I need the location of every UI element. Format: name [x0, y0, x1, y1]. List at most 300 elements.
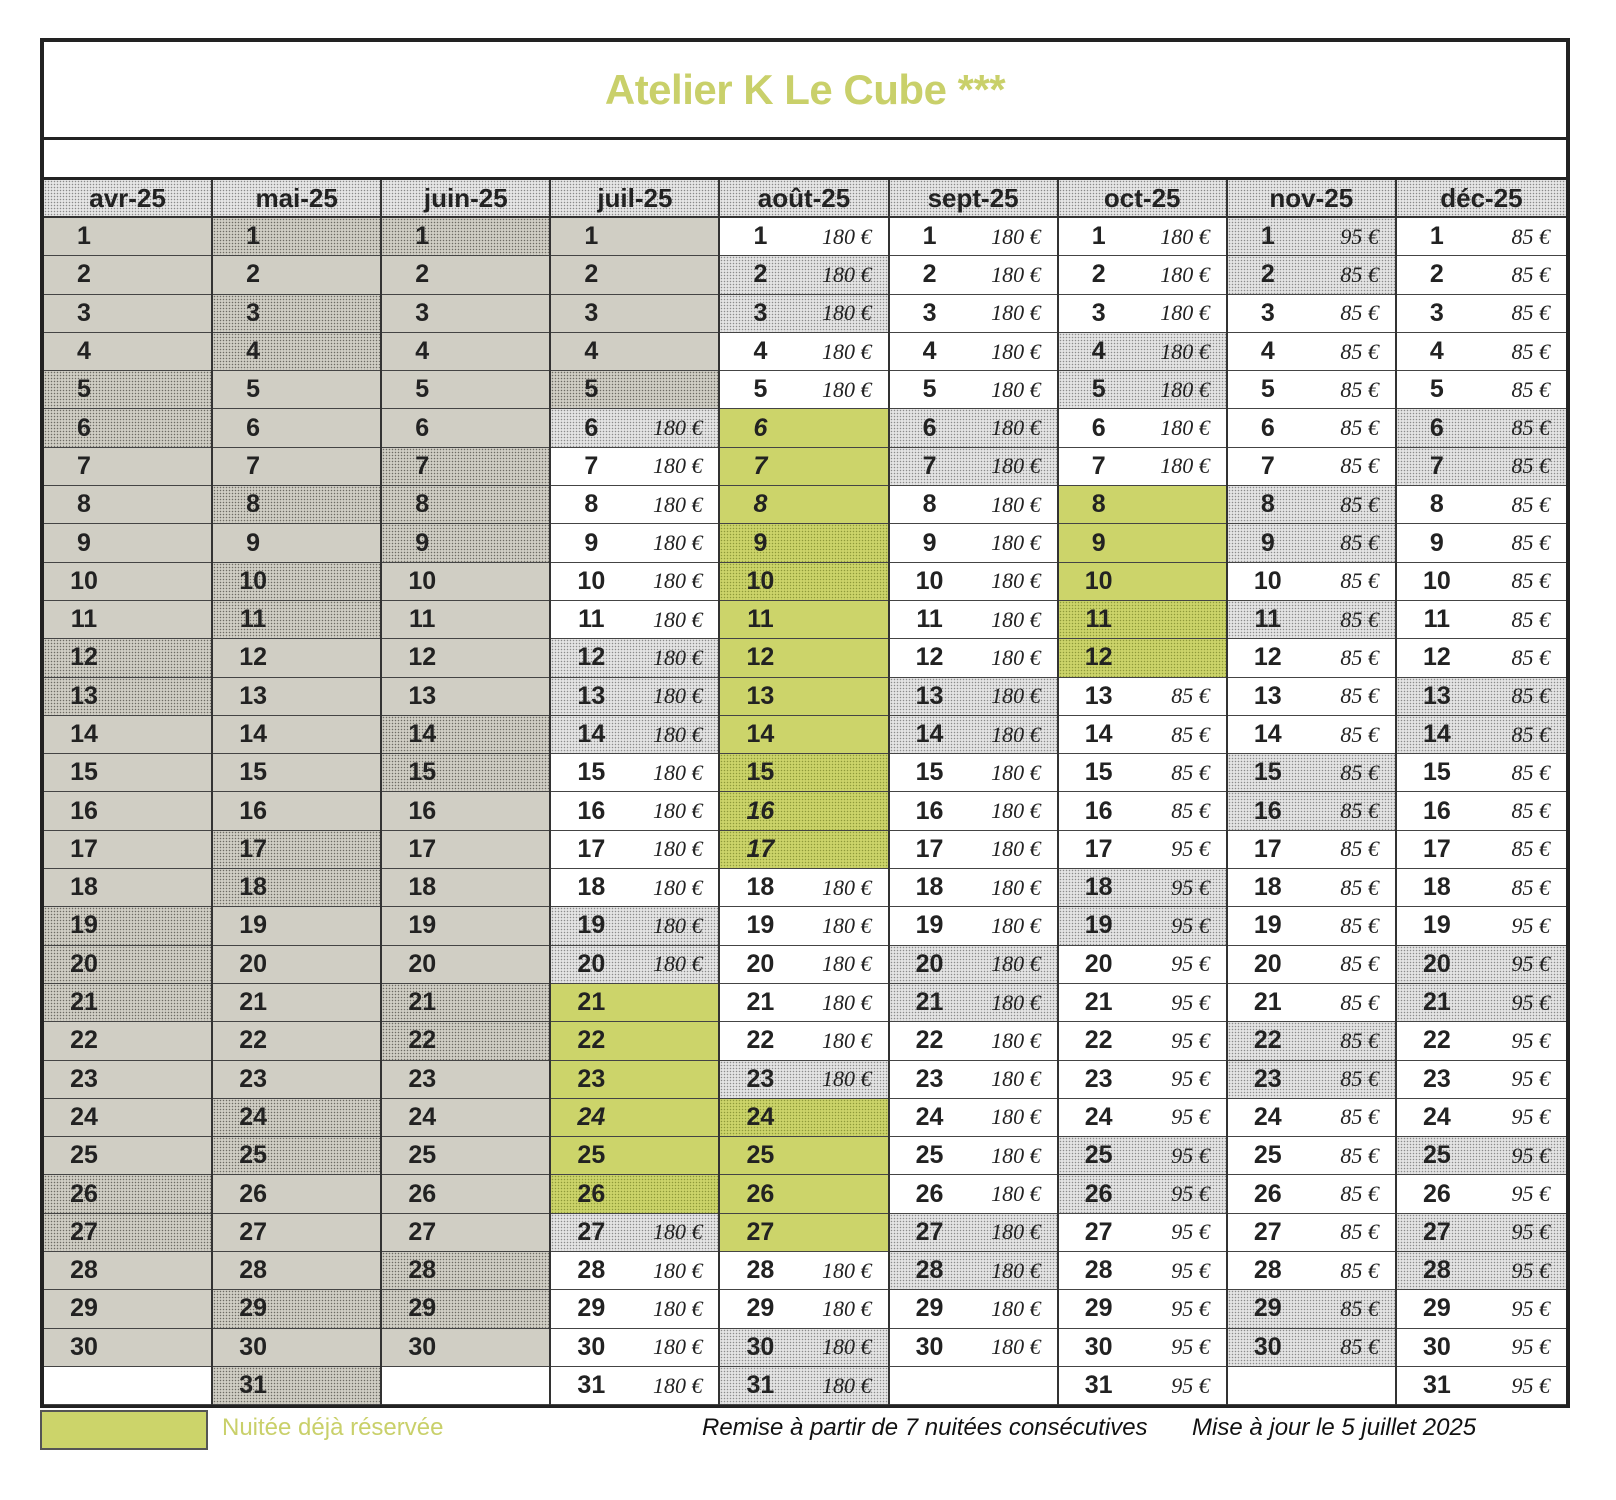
day-cell[interactable] — [551, 869, 718, 907]
day-cell[interactable] — [213, 524, 380, 562]
day-cell[interactable] — [551, 754, 718, 792]
day-cell[interactable] — [1397, 754, 1566, 792]
day-cell[interactable] — [1228, 754, 1395, 792]
day-cell[interactable] — [720, 1367, 887, 1405]
day-cell[interactable] — [551, 716, 718, 754]
day-cell[interactable] — [213, 601, 380, 639]
day-cell[interactable] — [1059, 1061, 1226, 1099]
day-cell[interactable] — [720, 716, 887, 754]
day-cell[interactable] — [1228, 869, 1395, 907]
day-cell[interactable] — [44, 831, 211, 869]
day-cell[interactable] — [382, 984, 549, 1022]
day-cell[interactable] — [44, 448, 211, 486]
day-cell[interactable] — [1397, 716, 1566, 754]
day-cell[interactable] — [382, 1290, 549, 1328]
day-cell[interactable] — [890, 1022, 1057, 1060]
day-cell[interactable] — [1228, 1252, 1395, 1290]
day-cell[interactable] — [44, 792, 211, 830]
day-cell[interactable] — [1228, 1214, 1395, 1252]
day-cell[interactable] — [551, 486, 718, 524]
day-cell[interactable] — [551, 1252, 718, 1290]
day-cell[interactable] — [382, 486, 549, 524]
day-cell[interactable] — [890, 1290, 1057, 1328]
day-cell[interactable] — [1059, 831, 1226, 869]
day-cell[interactable] — [720, 486, 887, 524]
day-cell[interactable] — [1059, 218, 1226, 256]
day-cell[interactable] — [1397, 218, 1566, 256]
day-cell[interactable] — [44, 1022, 211, 1060]
day-cell[interactable] — [1059, 601, 1226, 639]
day-number: 2 — [584, 260, 599, 289]
day-cell[interactable] — [720, 792, 887, 830]
day-number: 24 — [1084, 1102, 1113, 1131]
day-cell[interactable] — [382, 716, 549, 754]
day-cell[interactable] — [1228, 256, 1395, 294]
day-cell[interactable] — [890, 409, 1057, 447]
day-cell[interactable] — [382, 754, 549, 792]
day-cell[interactable] — [720, 448, 887, 486]
day-cell[interactable] — [720, 1061, 887, 1099]
day-cell[interactable] — [1228, 792, 1395, 830]
day-cell[interactable] — [890, 486, 1057, 524]
day-price: 85 € — [1340, 1066, 1379, 1092]
day-cell[interactable] — [1228, 1061, 1395, 1099]
day-cell[interactable] — [1228, 1175, 1395, 1213]
day-cell[interactable] — [1397, 409, 1566, 447]
day-price: 180 € — [991, 1219, 1041, 1245]
day-cell[interactable] — [890, 984, 1057, 1022]
day-cell[interactable] — [1397, 256, 1566, 294]
day-cell[interactable] — [1059, 448, 1226, 486]
day-cell[interactable] — [382, 409, 549, 447]
day-cell[interactable] — [1397, 448, 1566, 486]
day-cell[interactable] — [551, 524, 718, 562]
day-cell[interactable] — [1228, 716, 1395, 754]
day-cell[interactable] — [44, 1137, 211, 1175]
day-cell[interactable] — [1059, 1214, 1226, 1252]
day-price: 85 € — [1511, 300, 1550, 326]
day-cell[interactable] — [890, 754, 1057, 792]
day-cell[interactable] — [551, 1290, 718, 1328]
day-cell[interactable] — [1228, 1022, 1395, 1060]
day-cell[interactable] — [213, 1175, 380, 1213]
day-cell[interactable] — [213, 563, 380, 601]
day-cell[interactable] — [1397, 371, 1566, 409]
day-cell[interactable] — [1228, 831, 1395, 869]
day-cell[interactable] — [1228, 984, 1395, 1022]
day-cell[interactable] — [1059, 1290, 1226, 1328]
day-cell[interactable] — [890, 333, 1057, 371]
day-cell[interactable] — [382, 907, 549, 945]
day-cell[interactable] — [44, 1175, 211, 1213]
day-cell[interactable] — [382, 524, 549, 562]
day-cell[interactable] — [720, 524, 887, 562]
day-cell[interactable] — [890, 256, 1057, 294]
day-cell[interactable] — [1228, 678, 1395, 716]
day-cell[interactable] — [890, 1329, 1057, 1367]
day-cell[interactable] — [1397, 524, 1566, 562]
day-cell[interactable] — [1397, 1175, 1566, 1213]
day-cell[interactable] — [382, 371, 549, 409]
day-cell[interactable] — [551, 907, 718, 945]
day-cell[interactable] — [1397, 486, 1566, 524]
day-cell[interactable] — [1397, 869, 1566, 907]
day-cell[interactable] — [1059, 946, 1226, 984]
day-number: 30 — [239, 1332, 268, 1361]
day-cell[interactable] — [720, 1329, 887, 1367]
day-cell[interactable] — [551, 831, 718, 869]
day-cell[interactable] — [1059, 1367, 1226, 1405]
day-cell[interactable] — [213, 984, 380, 1022]
day-cell[interactable] — [890, 639, 1057, 677]
day-cell[interactable] — [382, 563, 549, 601]
day-cell[interactable] — [1228, 409, 1395, 447]
day-cell[interactable] — [1397, 1099, 1566, 1137]
day-cell[interactable] — [382, 678, 549, 716]
day-cell[interactable] — [551, 1061, 718, 1099]
day-cell[interactable] — [890, 831, 1057, 869]
day-cell[interactable] — [382, 256, 549, 294]
day-cell[interactable] — [720, 678, 887, 716]
day-cell[interactable] — [1059, 792, 1226, 830]
day-cell[interactable] — [213, 256, 380, 294]
day-cell[interactable] — [1059, 333, 1226, 371]
day-cell[interactable] — [890, 1099, 1057, 1137]
day-cell[interactable] — [382, 448, 549, 486]
day-cell[interactable] — [890, 678, 1057, 716]
day-cell[interactable] — [1228, 218, 1395, 256]
day-cell[interactable] — [551, 256, 718, 294]
day-cell[interactable] — [213, 1367, 380, 1405]
day-cell[interactable] — [1397, 1252, 1566, 1290]
day-cell[interactable] — [551, 563, 718, 601]
day-cell[interactable] — [720, 1022, 887, 1060]
day-cell[interactable] — [44, 524, 211, 562]
day-cell[interactable] — [44, 946, 211, 984]
day-cell[interactable] — [1397, 792, 1566, 830]
day-cell[interactable] — [213, 792, 380, 830]
day-price: 85 € — [1340, 759, 1379, 785]
day-cell[interactable] — [213, 1099, 380, 1137]
day-cell[interactable] — [382, 601, 549, 639]
day-cell[interactable] — [44, 1214, 211, 1252]
day-cell[interactable] — [720, 907, 887, 945]
day-cell[interactable] — [44, 1329, 211, 1367]
day-cell[interactable] — [1059, 678, 1226, 716]
day-cell[interactable] — [213, 869, 380, 907]
day-cell[interactable] — [44, 869, 211, 907]
day-cell[interactable] — [44, 601, 211, 639]
day-cell[interactable] — [890, 1175, 1057, 1213]
day-cell[interactable] — [382, 1252, 549, 1290]
day-cell[interactable] — [1397, 1061, 1566, 1099]
day-cell[interactable] — [382, 1061, 549, 1099]
day-cell[interactable] — [213, 1137, 380, 1175]
day-cell[interactable] — [1059, 1175, 1226, 1213]
day-cell[interactable] — [890, 563, 1057, 601]
day-cell[interactable] — [1059, 639, 1226, 677]
day-cell[interactable] — [44, 716, 211, 754]
day-price: 85 € — [1340, 951, 1379, 977]
day-cell[interactable] — [1059, 1252, 1226, 1290]
day-cell[interactable] — [720, 1290, 887, 1328]
day-cell[interactable] — [213, 295, 380, 333]
day-cell[interactable] — [382, 1137, 549, 1175]
day-number: 16 — [1084, 796, 1113, 825]
day-cell[interactable] — [213, 716, 380, 754]
day-cell[interactable] — [44, 1061, 211, 1099]
day-cell[interactable] — [213, 1329, 380, 1367]
day-cell[interactable] — [44, 256, 211, 294]
day-cell[interactable] — [213, 1252, 380, 1290]
day-cell[interactable] — [551, 333, 718, 371]
day-cell[interactable] — [44, 333, 211, 371]
day-cell[interactable] — [44, 984, 211, 1022]
day-cell[interactable] — [382, 869, 549, 907]
day-cell[interactable] — [551, 1329, 718, 1367]
day-cell[interactable] — [213, 333, 380, 371]
day-cell[interactable] — [1059, 754, 1226, 792]
day-cell[interactable] — [44, 1252, 211, 1290]
day-cell[interactable] — [1228, 333, 1395, 371]
day-number: 9 — [77, 528, 91, 557]
day-number: 5 — [1429, 375, 1444, 404]
day-cell[interactable] — [1228, 486, 1395, 524]
day-cell[interactable] — [720, 1099, 887, 1137]
day-cell[interactable] — [1228, 1329, 1395, 1367]
day-price: 180 € — [822, 1372, 872, 1398]
day-cell[interactable] — [1228, 601, 1395, 639]
day-cell[interactable] — [213, 1022, 380, 1060]
day-price: 180 € — [652, 453, 703, 479]
day-cell[interactable] — [720, 831, 887, 869]
day-cell[interactable] — [1228, 371, 1395, 409]
day-cell[interactable] — [890, 1137, 1057, 1175]
day-cell[interactable] — [720, 946, 887, 984]
day-cell[interactable] — [1059, 1137, 1226, 1175]
day-cell[interactable] — [720, 1175, 887, 1213]
day-cell[interactable] — [213, 639, 380, 677]
day-number: 7 — [753, 451, 768, 480]
day-cell[interactable] — [1059, 1022, 1226, 1060]
day-cell[interactable] — [551, 1137, 718, 1175]
day-cell[interactable] — [1397, 295, 1566, 333]
day-cell[interactable] — [44, 678, 211, 716]
day-cell[interactable] — [1059, 869, 1226, 907]
day-cell[interactable] — [382, 946, 549, 984]
day-cell[interactable] — [551, 448, 718, 486]
day-cell[interactable] — [1228, 295, 1395, 333]
day-cell[interactable] — [1228, 1290, 1395, 1328]
day-cell[interactable] — [551, 218, 718, 256]
day-cell[interactable] — [1228, 1137, 1395, 1175]
day-cell[interactable] — [382, 792, 549, 830]
day-cell[interactable] — [382, 333, 549, 371]
day-cell[interactable] — [720, 256, 887, 294]
day-number: 27 — [915, 1217, 944, 1246]
day-cell[interactable] — [213, 946, 380, 984]
day-cell[interactable] — [890, 1214, 1057, 1252]
day-cell[interactable] — [382, 295, 549, 333]
day-cell[interactable] — [890, 448, 1057, 486]
day-cell[interactable] — [213, 371, 380, 409]
day-cell[interactable] — [1228, 524, 1395, 562]
day-cell[interactable] — [551, 1099, 718, 1137]
day-cell[interactable] — [1397, 907, 1566, 945]
day-cell[interactable] — [44, 754, 211, 792]
day-cell[interactable] — [382, 1329, 549, 1367]
day-cell[interactable] — [382, 831, 549, 869]
day-cell[interactable] — [551, 1367, 718, 1405]
day-cell[interactable] — [382, 639, 549, 677]
day-cell[interactable] — [1397, 946, 1566, 984]
day-cell[interactable] — [1059, 409, 1226, 447]
day-cell[interactable] — [1059, 563, 1226, 601]
day-cell[interactable] — [44, 639, 211, 677]
day-cell[interactable] — [890, 946, 1057, 984]
day-cell[interactable] — [1397, 831, 1566, 869]
day-cell[interactable] — [1059, 524, 1226, 562]
day-cell[interactable] — [213, 754, 380, 792]
day-cell[interactable] — [1059, 1099, 1226, 1137]
day-cell[interactable] — [720, 563, 887, 601]
day-cell[interactable] — [551, 295, 718, 333]
day-cell[interactable] — [1059, 984, 1226, 1022]
day-cell[interactable] — [213, 1290, 380, 1328]
day-cell[interactable] — [1397, 1214, 1566, 1252]
day-cell[interactable] — [551, 371, 718, 409]
day-cell[interactable] — [213, 486, 380, 524]
day-cell[interactable] — [44, 563, 211, 601]
day-cell[interactable] — [720, 1214, 887, 1252]
day-cell[interactable] — [890, 371, 1057, 409]
day-cell[interactable] — [720, 639, 887, 677]
day-cell[interactable] — [890, 1061, 1057, 1099]
day-cell[interactable] — [382, 218, 549, 256]
day-cell[interactable] — [720, 869, 887, 907]
day-cell[interactable] — [382, 1214, 549, 1252]
day-cell[interactable] — [890, 601, 1057, 639]
day-cell[interactable] — [1397, 601, 1566, 639]
day-cell[interactable] — [44, 1099, 211, 1137]
day-cell[interactable] — [1397, 678, 1566, 716]
day-cell[interactable] — [1228, 639, 1395, 677]
day-cell[interactable] — [382, 1175, 549, 1213]
day-cell[interactable] — [1059, 371, 1226, 409]
day-cell[interactable] — [890, 218, 1057, 256]
day-cell[interactable] — [213, 907, 380, 945]
day-cell[interactable] — [44, 371, 211, 409]
day-cell[interactable] — [44, 1290, 211, 1328]
day-cell[interactable] — [890, 792, 1057, 830]
day-cell[interactable] — [44, 295, 211, 333]
day-cell[interactable] — [213, 218, 380, 256]
day-cell[interactable] — [720, 218, 887, 256]
day-cell[interactable] — [551, 984, 718, 1022]
day-cell[interactable] — [720, 1252, 887, 1290]
day-cell[interactable] — [382, 1099, 549, 1137]
day-cell[interactable] — [1228, 946, 1395, 984]
day-cell[interactable] — [44, 486, 211, 524]
day-cell[interactable] — [1397, 333, 1566, 371]
day-number: 5 — [1260, 375, 1275, 404]
day-cell[interactable] — [890, 1252, 1057, 1290]
day-cell[interactable] — [720, 601, 887, 639]
day-number: 28 — [239, 1256, 268, 1285]
day-cell[interactable] — [213, 1061, 380, 1099]
day-cell[interactable] — [551, 678, 718, 716]
day-cell[interactable] — [720, 409, 887, 447]
day-cell[interactable] — [1059, 486, 1226, 524]
day-cell[interactable] — [213, 831, 380, 869]
day-cell[interactable] — [213, 678, 380, 716]
day-cell[interactable] — [890, 524, 1057, 562]
day-cell[interactable] — [213, 409, 380, 447]
day-price: 95 € — [1171, 1066, 1210, 1092]
day-cell[interactable] — [1228, 563, 1395, 601]
day-cell[interactable] — [551, 946, 718, 984]
day-cell[interactable] — [890, 295, 1057, 333]
day-cell[interactable] — [1397, 1329, 1566, 1367]
day-cell[interactable] — [44, 907, 211, 945]
day-cell[interactable] — [720, 295, 887, 333]
month-header: déc-25 — [1397, 180, 1566, 218]
day-cell[interactable] — [551, 792, 718, 830]
day-number: 13 — [577, 681, 606, 710]
day-number: 14 — [1253, 720, 1282, 748]
day-cell[interactable] — [551, 1022, 718, 1060]
day-cell[interactable] — [551, 409, 718, 447]
day-number: 4 — [584, 337, 599, 366]
day-cell[interactable] — [1059, 907, 1226, 945]
day-cell[interactable] — [44, 409, 211, 447]
day-cell[interactable] — [1228, 1099, 1395, 1137]
day-cell[interactable] — [1397, 1290, 1566, 1328]
day-cell[interactable] — [1397, 984, 1566, 1022]
day-cell[interactable] — [890, 869, 1057, 907]
day-cell[interactable] — [720, 1137, 887, 1175]
day-cell[interactable] — [1397, 1022, 1566, 1060]
day-cell[interactable] — [720, 333, 887, 371]
day-number: 28 — [915, 1256, 944, 1285]
day-cell[interactable] — [720, 371, 887, 409]
day-cell[interactable] — [1228, 448, 1395, 486]
day-cell[interactable] — [1059, 1329, 1226, 1367]
day-price: 95 € — [1171, 1219, 1210, 1245]
day-cell[interactable] — [1228, 907, 1395, 945]
day-cell[interactable] — [720, 754, 887, 792]
day-cell[interactable] — [1059, 716, 1226, 754]
day-cell[interactable] — [1059, 295, 1226, 333]
day-cell[interactable] — [1059, 256, 1226, 294]
day-cell[interactable] — [1397, 1367, 1566, 1405]
day-cell[interactable] — [551, 639, 718, 677]
day-cell[interactable] — [720, 984, 887, 1022]
day-cell[interactable] — [213, 448, 380, 486]
day-cell[interactable] — [551, 1175, 718, 1213]
day-cell[interactable] — [1397, 639, 1566, 677]
day-cell[interactable] — [44, 218, 211, 256]
day-cell[interactable] — [1397, 563, 1566, 601]
day-cell[interactable] — [551, 1214, 718, 1252]
day-cell[interactable] — [890, 716, 1057, 754]
day-cell[interactable] — [1397, 1137, 1566, 1175]
day-cell[interactable] — [382, 1022, 549, 1060]
day-cell[interactable] — [890, 907, 1057, 945]
day-cell[interactable] — [213, 1214, 380, 1252]
day-cell[interactable] — [551, 601, 718, 639]
day-number: 4 — [1429, 337, 1444, 366]
